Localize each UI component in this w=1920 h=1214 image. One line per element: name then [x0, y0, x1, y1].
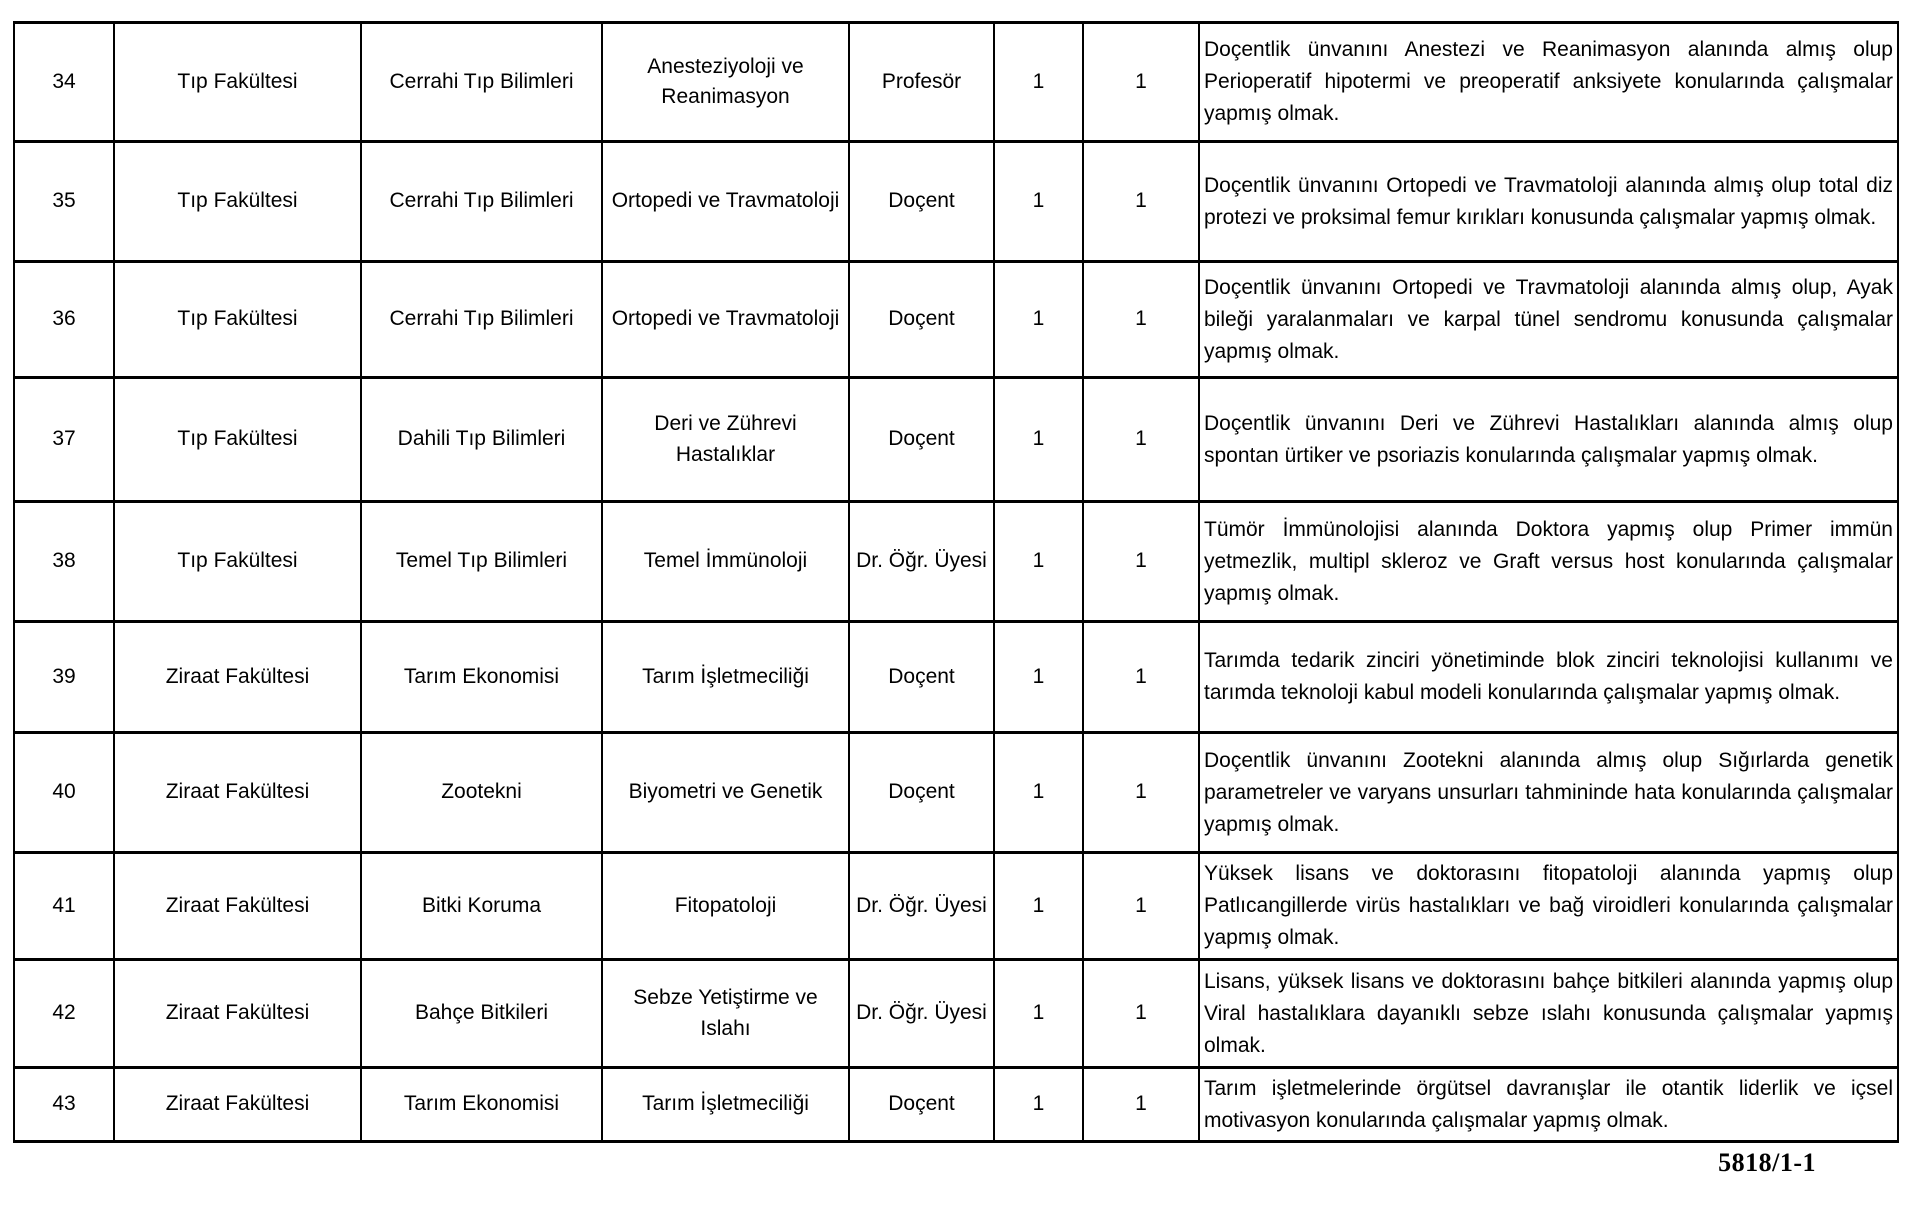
cell-quota-grade: 1 [994, 502, 1083, 622]
cell-field: Ortopedi ve Travmatoloji [602, 142, 849, 262]
cell-quota-count: 1 [1083, 1068, 1199, 1142]
cell-quota-grade: 1 [994, 378, 1083, 502]
cell-faculty: Ziraat Fakültesi [114, 1068, 361, 1142]
cell-department: Cerrahi Tıp Bilimleri [361, 142, 602, 262]
cell-department: Bitki Koruma [361, 853, 602, 960]
cell-quota-grade: 1 [994, 960, 1083, 1068]
table-row [14, 960, 1898, 1068]
table-row [14, 502, 1898, 622]
cell-faculty: Ziraat Fakültesi [114, 960, 361, 1068]
table-row [14, 142, 1898, 262]
cell-title: Doçent [849, 1068, 994, 1142]
cell-field: Tarım İşletmeciliği [602, 622, 849, 733]
cell-row-number: 40 [14, 733, 114, 853]
table-row [14, 853, 1898, 960]
cell-quota-count: 1 [1083, 262, 1199, 378]
table-row [14, 23, 1898, 142]
cell-faculty: Tıp Fakültesi [114, 262, 361, 378]
cell-description: Tümör İmmünolojisi alanında Doktora yapmış olup Primer immün yetmezlik, multipl skleroz ve Graft versus host konularında çalışmalar yapmış olmak. [1199, 502, 1898, 622]
cell-title: Dr. Öğr. Üyesi [849, 502, 994, 622]
cell-description: Tarımda tedarik zinciri yönetiminde blok zinciri teknolojisi kullanımı ve tarımda teknoloji kabul modeli konularında çalışmalar yapmış olmak. [1199, 622, 1898, 733]
cell-faculty: Tıp Fakültesi [114, 142, 361, 262]
cell-field: Ortopedi ve Travmatoloji [602, 262, 849, 378]
cell-row-number: 39 [14, 622, 114, 733]
cell-row-number: 42 [14, 960, 114, 1068]
cell-row-number: 38 [14, 502, 114, 622]
cell-quota-count: 1 [1083, 960, 1199, 1068]
cell-department: Temel Tıp Bilimleri [361, 502, 602, 622]
table-body [14, 23, 1898, 1142]
cell-title: Doçent [849, 378, 994, 502]
announcement-reference-number: 5818/1-1 [1718, 1148, 1816, 1177]
cell-title: Dr. Öğr. Üyesi [849, 960, 994, 1068]
cell-quota-count: 1 [1083, 23, 1199, 142]
cell-field: Temel İmmünoloji [602, 502, 849, 622]
cell-quota-count: 1 [1083, 853, 1199, 960]
cell-quota-grade: 1 [994, 23, 1083, 142]
academic-positions-table [13, 21, 1899, 1143]
cell-description: Yüksek lisans ve doktorasını fitopatoloji alanında yapmış olup Patlıcangillerde virüs hastalıkları ve bağ viroidleri konularında çalışmalar yapmış olmak. [1199, 853, 1898, 960]
cell-quota-count: 1 [1083, 502, 1199, 622]
cell-description: Doçentlik ünvanını Anestezi ve Reanimasyon alanında almış olup Perioperatif hipotermi ve preoperatif anksiyete konularında çalışmalar yapmış olmak. [1199, 23, 1898, 142]
cell-department: Zootekni [361, 733, 602, 853]
cell-faculty: Tıp Fakültesi [114, 378, 361, 502]
cell-faculty: Tıp Fakültesi [114, 502, 361, 622]
cell-field: Deri ve Zührevi Hastalıklar [602, 378, 849, 502]
cell-title: Doçent [849, 142, 994, 262]
table-row [14, 1068, 1898, 1142]
table-row [14, 622, 1898, 733]
cell-quota-count: 1 [1083, 622, 1199, 733]
cell-description: Doçentlik ünvanını Zootekni alanında almış olup Sığırlarda genetik parametreler ve varyans unsurları tahmininde hata konularında çalışmalar yapmış olmak. [1199, 733, 1898, 853]
cell-department: Cerrahi Tıp Bilimleri [361, 262, 602, 378]
cell-field: Fitopatoloji [602, 853, 849, 960]
cell-faculty: Ziraat Fakültesi [114, 622, 361, 733]
cell-quota-count: 1 [1083, 733, 1199, 853]
cell-department: Tarım Ekonomisi [361, 1068, 602, 1142]
cell-department: Tarım Ekonomisi [361, 622, 602, 733]
cell-description: Doçentlik ünvanını Ortopedi ve Travmatoloji alanında almış olup total diz protezi ve proksimal femur kırıkları konusunda çalışmalar yapmış olmak. [1199, 142, 1898, 262]
cell-row-number: 41 [14, 853, 114, 960]
cell-title: Profesör [849, 23, 994, 142]
cell-field: Tarım İşletmeciliği [602, 1068, 849, 1142]
cell-faculty: Tıp Fakültesi [114, 23, 361, 142]
cell-row-number: 43 [14, 1068, 114, 1142]
cell-description: Doçentlik ünvanını Deri ve Zührevi Hastalıkları alanında almış olup spontan ürtiker ve psoriazis konularında çalışmalar yapmış olmak. [1199, 378, 1898, 502]
table-row [14, 378, 1898, 502]
cell-quota-grade: 1 [994, 733, 1083, 853]
cell-row-number: 34 [14, 23, 114, 142]
cell-quota-grade: 1 [994, 142, 1083, 262]
cell-description: Doçentlik ünvanını Ortopedi ve Travmatoloji alanında almış olup, Ayak bileği yaralanmaları ve karpal tünel sendromu konusunda çalışmalar yapmış olmak. [1199, 262, 1898, 378]
cell-description: Lisans, yüksek lisans ve doktorasını bahçe bitkileri alanında yapmış olup Viral hastalıklara dayanıklı sebze ıslahı konusunda çalışmalar yapmış olmak. [1199, 960, 1898, 1068]
cell-quota-grade: 1 [994, 622, 1083, 733]
cell-department: Dahili Tıp Bilimleri [361, 378, 602, 502]
cell-quota-count: 1 [1083, 142, 1199, 262]
cell-title: Doçent [849, 262, 994, 378]
cell-row-number: 36 [14, 262, 114, 378]
cell-quota-grade: 1 [994, 262, 1083, 378]
cell-quota-grade: 1 [994, 853, 1083, 960]
cell-title: Doçent [849, 733, 994, 853]
cell-quota-count: 1 [1083, 378, 1199, 502]
cell-row-number: 35 [14, 142, 114, 262]
table-row [14, 262, 1898, 378]
cell-field: Sebze Yetiştirme ve Islahı [602, 960, 849, 1068]
cell-title: Dr. Öğr. Üyesi [849, 853, 994, 960]
cell-faculty: Ziraat Fakültesi [114, 853, 361, 960]
cell-field: Anesteziyoloji ve Reanimasyon [602, 23, 849, 142]
cell-row-number: 37 [14, 378, 114, 502]
cell-department: Bahçe Bitkileri [361, 960, 602, 1068]
cell-faculty: Ziraat Fakültesi [114, 733, 361, 853]
cell-department: Cerrahi Tıp Bilimleri [361, 23, 602, 142]
table-row [14, 733, 1898, 853]
cell-title: Doçent [849, 622, 994, 733]
cell-description: Tarım işletmelerinde örgütsel davranışlar ile otantik liderlik ve içsel motivasyon konularında çalışmalar yapmış olmak. [1199, 1068, 1898, 1142]
cell-quota-grade: 1 [994, 1068, 1083, 1142]
cell-field: Biyometri ve Genetik [602, 733, 849, 853]
